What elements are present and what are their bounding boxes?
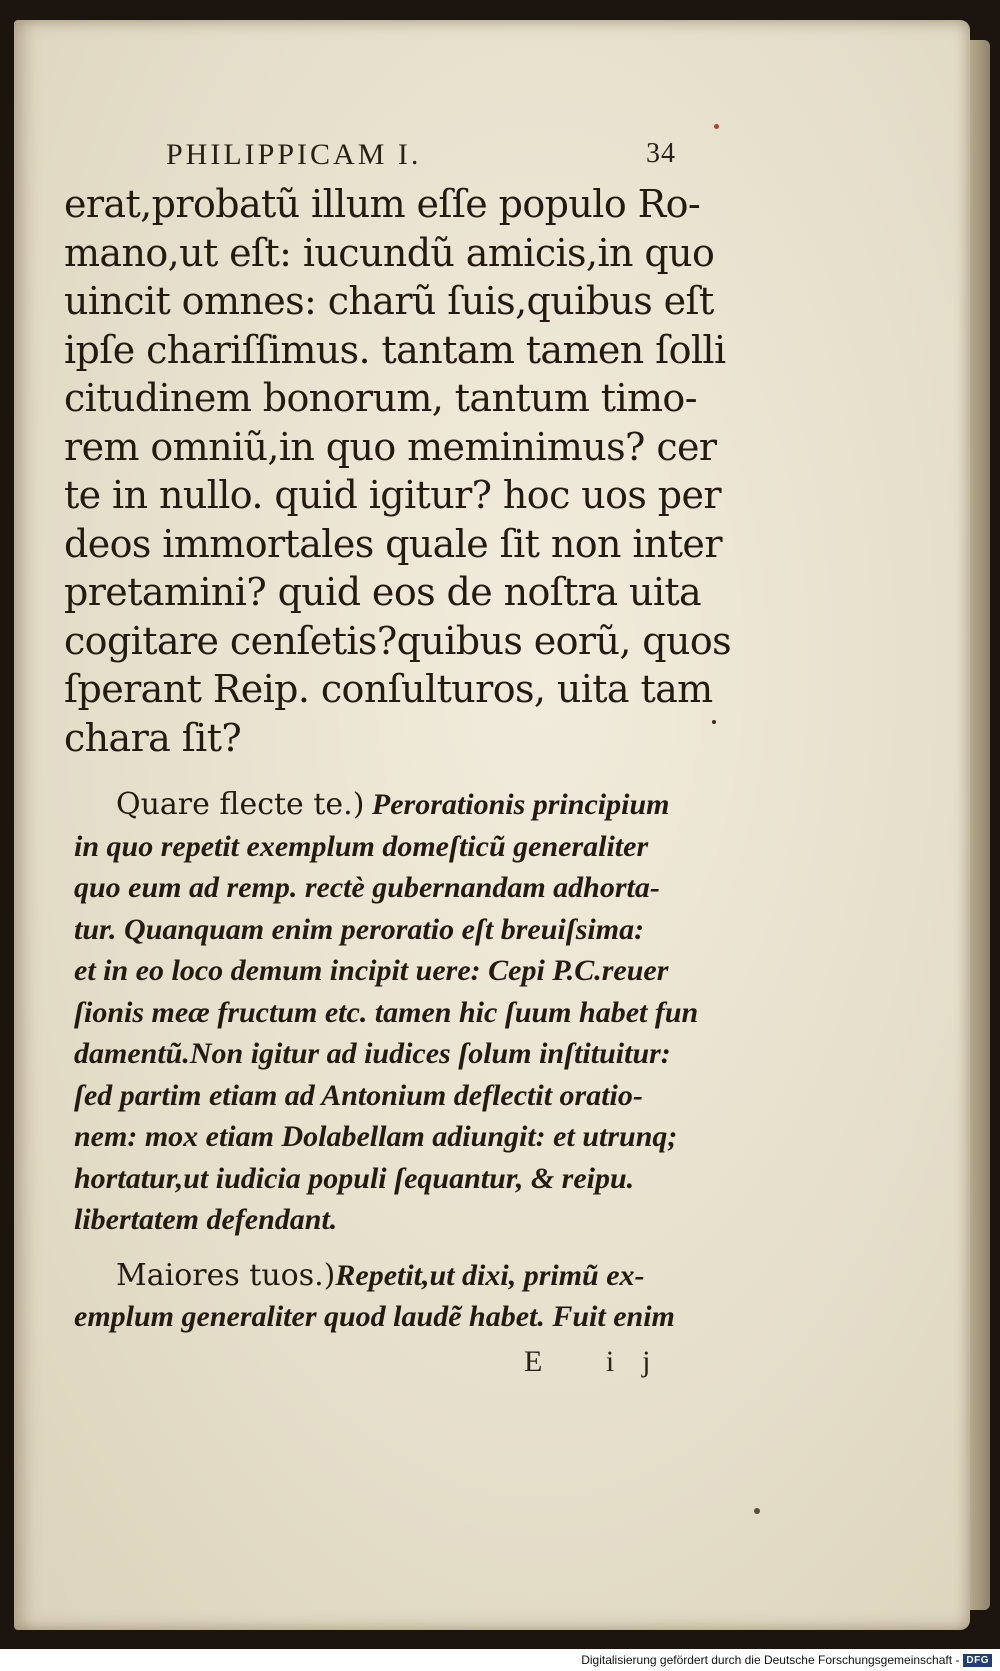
- commentary-line: nem: mox etiam Dolabellam adiungit: et utrunq;: [74, 1120, 678, 1153]
- dfg-logo: DFG: [963, 1654, 992, 1667]
- main-text-line: ipſe chariſſimus. tantam tamen ſolli: [64, 327, 726, 372]
- commentary-line: in quo repetit exemplum domeſticũ generaliter: [74, 829, 649, 863]
- footer-credit-bar: [0, 1649, 1000, 1671]
- book-page: [14, 20, 970, 1630]
- footer-credit-text: Digitalisierung gefördert durch die Deutsche Forschungsgemeinschaft -: [581, 1653, 960, 1667]
- ink-speck: [754, 1508, 760, 1514]
- main-text-line: citudinem bonorum, tantum timo-: [64, 376, 697, 420]
- main-text-line: deos immortales quale ſit non inter: [64, 521, 722, 566]
- running-head-title: PHILIPPICAM I.: [166, 138, 422, 171]
- commentary-line: quo eum ad remp. rectè gubernandam adhorta-: [74, 871, 660, 904]
- commentary-text: Perorationis principium: [364, 788, 670, 821]
- commentary-block: [64, 784, 724, 1338]
- running-head: [166, 138, 676, 172]
- commentary-line: [64, 1255, 724, 1297]
- commentary-line: hortatur,ut iudicia populi ſequantur, & reipu.: [74, 1161, 635, 1195]
- ink-speck: [714, 124, 719, 129]
- signature-mark: E ij: [524, 1345, 679, 1378]
- commentary-line: [64, 784, 724, 826]
- commentary-line: ſed partim etiam ad Antonium deflectit oratio-: [74, 1078, 643, 1112]
- main-text-line: erat,probatũ illum eſſe populo Ro-: [64, 182, 701, 226]
- ink-speck: [712, 720, 716, 724]
- main-text-line: te in nullo. quid igitur? hoc uos per: [64, 473, 721, 517]
- commentary-lemma: Maiores tuos.): [116, 1257, 336, 1293]
- main-text-line: pretamini? quid eos de noſtra uita: [64, 570, 702, 614]
- commentary-line: tur. Quanquam enim peroratio eſt breuiſsima:: [74, 912, 645, 946]
- main-text-line: ſperant Reip. conſulturos, uita tam: [64, 667, 713, 711]
- main-text-line: uincit omnes: charũ ſuis,quibus eſt: [64, 279, 714, 323]
- commentary-line: damentũ.Non igitur ad iudices ſolum inſtituitur:: [74, 1037, 671, 1070]
- commentary-line: et in eo loco demum incipit uere: Cepi P.C.reuer: [74, 954, 669, 987]
- text-block: [64, 180, 732, 1338]
- commentary-line: libertatem defendant.: [74, 1203, 338, 1236]
- commentary-text: Repetit,ut dixi, primũ ex-: [335, 1258, 645, 1292]
- main-text-line: chara ſit?: [64, 715, 242, 760]
- main-text-line: mano,ut eſt: iucundũ amicis,in quo: [64, 230, 715, 275]
- commentary-lemma: Quare flecte te.): [116, 787, 365, 822]
- commentary-line: emplum generaliter quod laudẽ habet. Fuit enim: [74, 1300, 675, 1333]
- commentary-line: ſionis meæ fructum etc. tamen hic ſuum habet fun: [74, 995, 699, 1029]
- main-text-line: rem omniũ,in quo meminimus? cer: [64, 424, 717, 469]
- page-number: 34: [646, 138, 676, 169]
- main-text-line: cogitare cenſetis?quibus eorũ, quos: [64, 618, 732, 663]
